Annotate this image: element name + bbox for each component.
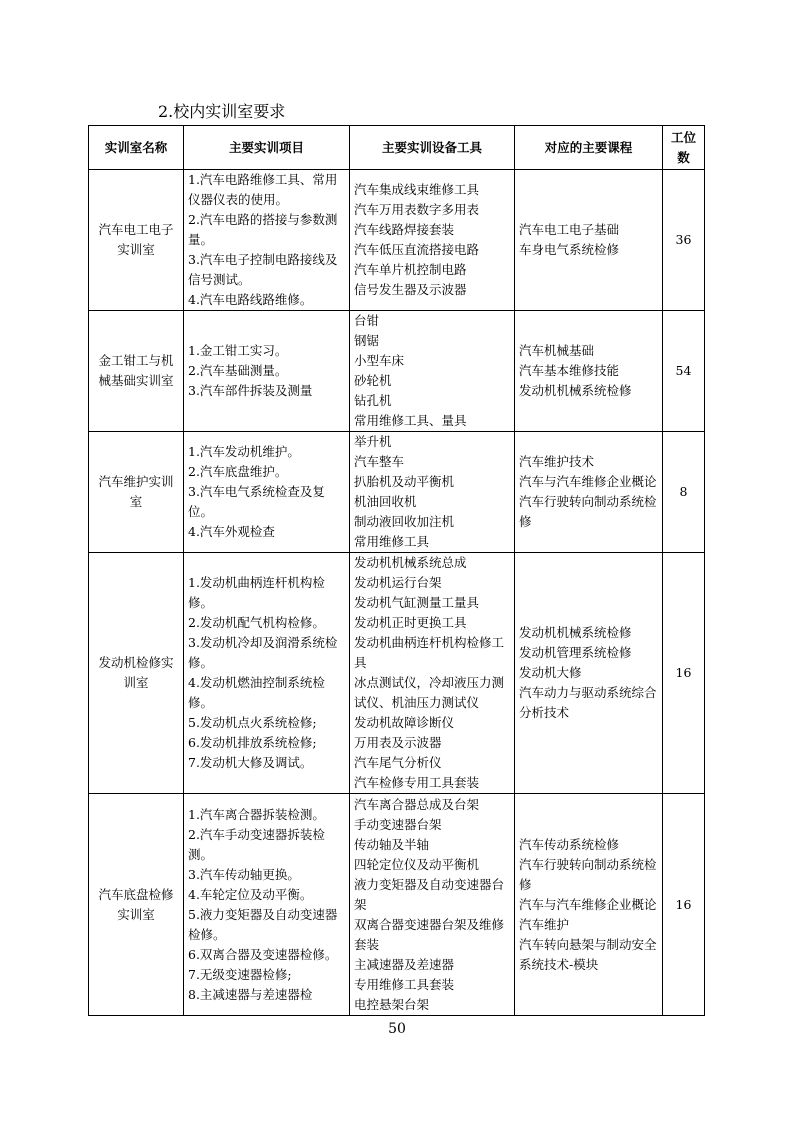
equipment-list	[350, 795, 514, 1015]
projects-item: 1.汽车离合器拆装检测。	[188, 806, 325, 822]
room-name: 汽车维护实训室	[98, 474, 174, 509]
courses-item: 汽车机械基础	[519, 343, 595, 358]
equipment-item: 电控悬架台架	[354, 996, 430, 1012]
equipment-item: 发动机机械系统总成	[354, 555, 467, 570]
page-number: 50	[388, 1021, 406, 1037]
equipment-item: 钢锯	[354, 333, 380, 348]
projects-item: 2.汽车基础测量。	[188, 363, 288, 378]
equipment-item: 机油回收机	[354, 494, 417, 509]
courses-list	[515, 835, 662, 975]
equipment-item: 四轮定位仪及动平衡机	[354, 856, 480, 872]
courses-item: 发动机管理系统检修	[519, 645, 632, 660]
stations-cell	[663, 170, 705, 311]
stations-cell	[663, 432, 705, 553]
table-row	[89, 432, 705, 553]
equipment-item: 发动机故障诊断仪	[354, 715, 455, 730]
projects-cell	[184, 170, 350, 311]
table-row	[89, 553, 705, 794]
projects-item: 5.液力变矩器及自动变速器检修。	[188, 906, 338, 942]
equipment-item: 扒胎机及动平衡机	[354, 474, 455, 489]
courses-item: 汽车与汽车维修企业概论	[519, 896, 657, 912]
header-courses: 对应的主要课程	[515, 126, 663, 170]
projects-item: 2.汽车手动变速器拆装检测。	[188, 826, 325, 862]
projects-item: 2.汽车底盘维护。	[188, 464, 288, 479]
room-name: 金工钳工与机械基础实训室	[98, 353, 174, 388]
projects-item: 2.汽车电路的搭接与参数测量。	[188, 212, 338, 247]
table-row	[89, 170, 705, 311]
equipment-cell	[350, 170, 515, 311]
equipment-item: 台钳	[354, 313, 380, 328]
equipment-item: 小型车床	[354, 353, 405, 368]
projects-list	[184, 573, 349, 773]
equipment-item: 冰点测试仪，冷却液压力测试仪、机油压力测试仪	[354, 675, 505, 710]
projects-item: 3.发动机冷却及润滑系统检修。	[188, 635, 338, 670]
equipment-item: 制动液回收加注机	[354, 514, 455, 529]
table-header-row	[89, 126, 705, 170]
equipment-item: 汽车低压直流搭接电路	[354, 242, 480, 257]
courses-item: 汽车转向悬架与制动安全系统技术-模块	[519, 936, 657, 972]
section-title: 2.校内实训室要求	[158, 102, 286, 121]
equipment-cell	[350, 794, 515, 1016]
projects-item: 4.发动机燃油控制系统检修。	[188, 675, 325, 710]
room-name: 发动机检修实训室	[98, 655, 174, 690]
room-name: 汽车底盘检修实训室	[98, 886, 174, 922]
projects-cell	[184, 794, 350, 1016]
training-room-table	[88, 125, 705, 1016]
projects-item: 1.汽车电路维修工具、常用仪器仪表的使用。	[188, 172, 338, 207]
equipment-item: 主减速器及差速器	[354, 956, 455, 972]
equipment-item: 砂轮机	[354, 373, 392, 388]
equipment-cell	[350, 311, 515, 432]
equipment-item: 汽车线路焊接套装	[354, 222, 455, 237]
courses-item: 汽车基本维修技能	[519, 363, 620, 378]
header-equipment: 主要实训设备工具	[350, 126, 515, 170]
projects-item: 2.发动机配气机构检修。	[188, 615, 325, 630]
equipment-item: 汽车尾气分析仪	[354, 755, 442, 770]
stations-cell	[663, 311, 705, 432]
projects-item: 3.汽车部件拆装及测量	[188, 383, 313, 398]
equipment-item: 汽车万用表数字多用表	[354, 202, 480, 217]
courses-item: 汽车动力与驱动系统综合分析技术	[519, 685, 657, 720]
courses-item: 发动机大修	[519, 665, 582, 680]
header-stations: 工位数	[663, 126, 705, 170]
equipment-item: 钻孔机	[354, 393, 392, 408]
projects-list	[184, 442, 349, 542]
projects-list	[184, 341, 349, 401]
projects-list	[184, 805, 349, 1005]
equipment-item: 发动机气缸测量工量具	[354, 595, 480, 610]
projects-cell	[184, 432, 350, 553]
equipment-item: 汽车单片机控制电路	[354, 262, 467, 277]
equipment-item: 双离合器变速器台架及维修套装	[354, 916, 505, 952]
room-name: 汽车电工电子实训室	[98, 222, 174, 257]
equipment-list	[350, 311, 514, 431]
courses-item: 汽车行驶转向制动系统检修	[519, 856, 657, 892]
header-room-name: 实训室名称	[89, 126, 184, 170]
projects-item: 6.发动机排放系统检修;	[188, 735, 317, 750]
equipment-item: 信号发生器及示波器	[354, 282, 467, 297]
projects-list	[184, 170, 349, 310]
equipment-list	[350, 180, 514, 300]
equipment-item: 汽车集成线束维修工具	[354, 182, 480, 197]
header-projects: 主要实训项目	[184, 126, 350, 170]
station-count: 8	[679, 484, 688, 499]
equipment-item: 传动轴及半轴	[354, 836, 430, 852]
equipment-item: 汽车检修专用工具套装	[354, 775, 480, 790]
station-count: 54	[675, 363, 692, 378]
room-name-cell	[89, 553, 184, 794]
room-name-cell	[89, 794, 184, 1016]
projects-item: 8.主减速器与差速器检	[188, 986, 313, 1002]
equipment-list	[350, 553, 514, 793]
room-name-cell	[89, 432, 184, 553]
equipment-item: 发动机曲柄连杆机构检修工具	[354, 635, 505, 670]
equipment-item: 发动机运行台架	[354, 575, 442, 590]
equipment-list	[350, 432, 514, 552]
projects-item: 4.汽车外观检查	[188, 524, 275, 539]
stations-cell	[663, 553, 705, 794]
projects-item: 3.汽车电气系统检查及复位。	[188, 484, 325, 519]
projects-item: 1.汽车发动机维护。	[188, 444, 300, 459]
courses-item: 汽车维护	[519, 916, 570, 932]
projects-item: 1.发动机曲柄连杆机构检修。	[188, 575, 325, 610]
courses-list	[515, 220, 662, 260]
projects-cell	[184, 553, 350, 794]
projects-item: 4.车轮定位及动平衡。	[188, 886, 313, 902]
projects-item: 3.汽车电子控制电路接线及信号测试。	[188, 252, 338, 287]
courses-list	[515, 452, 662, 532]
courses-cell	[515, 553, 663, 794]
courses-list	[515, 341, 662, 401]
projects-item: 3.汽车传动轴更换。	[188, 866, 300, 882]
equipment-item: 举升机	[354, 434, 392, 449]
projects-item: 7.无级变速器检修;	[188, 966, 292, 982]
equipment-item: 液力变矩器及自动变速器台架	[354, 876, 505, 912]
station-count: 16	[675, 665, 692, 680]
equipment-item: 专用维修工具套装	[354, 976, 455, 992]
projects-item: 4.汽车电路线路维修。	[188, 292, 313, 307]
equipment-cell	[350, 432, 515, 553]
courses-cell	[515, 794, 663, 1016]
equipment-item: 常用维修工具、量具	[354, 413, 467, 428]
courses-item: 汽车与汽车维修企业概论	[519, 474, 657, 489]
courses-item: 发动机机械系统检修	[519, 383, 632, 398]
projects-item: 6.双离合器及变速器检修。	[188, 946, 338, 962]
equipment-item: 常用维修工具	[354, 534, 430, 549]
room-name-cell	[89, 311, 184, 432]
table-row	[89, 311, 705, 432]
courses-cell	[515, 170, 663, 311]
courses-item: 汽车电工电子基础	[519, 222, 620, 237]
courses-list	[515, 623, 662, 723]
station-count: 16	[675, 896, 692, 912]
equipment-item: 手动变速器台架	[354, 816, 442, 832]
stations-cell	[663, 794, 705, 1016]
courses-item: 发动机机械系统检修	[519, 625, 632, 640]
courses-item: 车身电气系统检修	[519, 242, 620, 257]
equipment-item: 发动机正时更换工具	[354, 615, 467, 630]
projects-item: 1.金工钳工实习。	[188, 343, 288, 358]
equipment-item: 汽车整车	[354, 454, 405, 469]
projects-cell	[184, 311, 350, 432]
courses-cell	[515, 432, 663, 553]
courses-item: 汽车行驶转向制动系统检修	[519, 494, 657, 529]
table-row	[89, 794, 705, 1016]
courses-item: 汽车维护技术	[519, 454, 595, 469]
projects-item: 5.发动机点火系统检修;	[188, 715, 317, 730]
courses-item: 汽车传动系统检修	[519, 836, 620, 852]
equipment-cell	[350, 553, 515, 794]
room-name-cell	[89, 170, 184, 311]
equipment-item: 万用表及示波器	[354, 735, 442, 750]
equipment-item: 汽车离合器总成及台架	[354, 796, 480, 812]
projects-item: 7.发动机大修及调试。	[188, 755, 313, 770]
courses-cell	[515, 311, 663, 432]
station-count: 36	[675, 232, 692, 247]
